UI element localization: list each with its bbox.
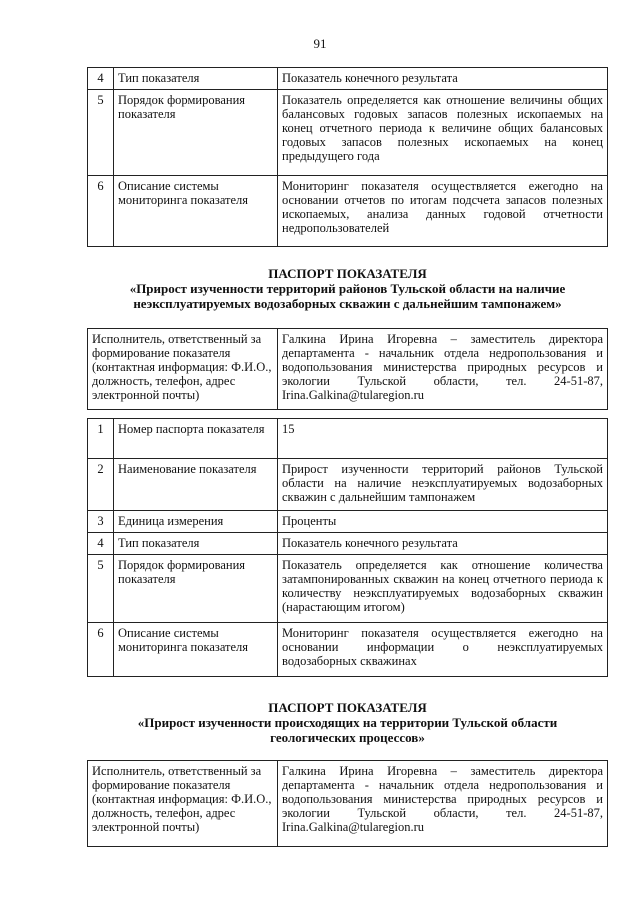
row-number: 3 [88, 511, 114, 533]
table-row [88, 68, 608, 90]
passport-heading [87, 266, 608, 311]
executor-value: Галкина Ирина Игоревна – заместитель директора департамента - начальник отдела недропользования и водопользования министерства природных ресурсов и экологии Тульской области, тел. 24-51-87, Irina.Galkina@tularegion.ru [278, 761, 608, 847]
row-number: 6 [88, 623, 114, 677]
passport-title: ПАСПОРТ ПОКАЗАТЕЛЯ [268, 266, 427, 281]
row-value: 15 [278, 419, 608, 459]
indicator-table-continued [87, 67, 608, 247]
row-number: 4 [88, 68, 114, 90]
passport-heading [87, 700, 608, 745]
row-value: Мониторинг показателя осуществляется ежегодно на основании информации о неэксплуатируемых водозаборных скважинах [278, 623, 608, 677]
executor-table [87, 760, 608, 847]
passport-subtitle-line: «Прирост изученности происходящих на территории Тульской области [137, 715, 558, 730]
row-number: 2 [88, 459, 114, 511]
executor-label: Исполнитель, ответственный за формирование показателя (контактная информация: Ф.И.О., должность, телефон, адрес электронной почты) [88, 761, 278, 847]
passport-subtitle-line: неэксплуатируемых водозаборных скважин с дальнейшим тампонажем» [133, 296, 562, 311]
page-number: 91 [313, 36, 327, 51]
passport-subtitle-line: геологических процессов» [270, 730, 425, 745]
table-row [88, 555, 608, 623]
row-label: Тип показателя [114, 533, 278, 555]
row-value: Проценты [278, 511, 608, 533]
row-number: 1 [88, 419, 114, 459]
executor-table [87, 328, 608, 410]
row-label: Единица измерения [114, 511, 278, 533]
row-label: Номер паспорта показателя [114, 419, 278, 459]
row-value: Показатель конечного результата [278, 68, 608, 90]
row-label: Наименование показателя [114, 459, 278, 511]
passport-subtitle-line: «Прирост изученности территорий районов Тульской области на наличие [129, 281, 566, 296]
row-value: Прирост изученности территорий районов Тульской области на наличие неэксплуатируемых водозаборных скважин с дальнейшим тампонажем [278, 459, 608, 511]
table-row [88, 176, 608, 247]
table-row [88, 419, 608, 459]
table-row [88, 459, 608, 511]
row-label: Порядок формирования показателя [114, 90, 278, 176]
row-value: Показатель определяется как отношение количества затампонированных скважин на конец отчетного периода к количеству неэксплуатируемых водозаборных скважин (нарастающим итогом) [278, 555, 608, 623]
row-number: 5 [88, 555, 114, 623]
executor-value: Галкина Ирина Игоревна – заместитель директора департамента - начальник отдела недропользования и водопользования министерства природных ресурсов и экологии Тульской области, тел. 24-51-87, Irina.Galkina@tularegion.ru [278, 329, 608, 410]
table-row [88, 90, 608, 176]
row-value: Мониторинг показателя осуществляется ежегодно на основании отчетов по итогам подсчета запасов полезных ископаемых, анализа данных годовой отчетности недропользователей [278, 176, 608, 247]
row-number: 4 [88, 533, 114, 555]
table-row [88, 533, 608, 555]
table-row [88, 623, 608, 677]
table-row [88, 329, 608, 410]
passport-title: ПАСПОРТ ПОКАЗАТЕЛЯ [268, 700, 427, 715]
indicator-table [87, 418, 608, 677]
row-label: Тип показателя [114, 68, 278, 90]
executor-label: Исполнитель, ответственный за формирование показателя (контактная информация: Ф.И.О., должность, телефон, адрес электронной почты) [88, 329, 278, 410]
row-number: 5 [88, 90, 114, 176]
row-value: Показатель конечного результата [278, 533, 608, 555]
table-row [88, 511, 608, 533]
table-row [88, 761, 608, 847]
row-number: 6 [88, 176, 114, 247]
row-label: Порядок формирования показателя [114, 555, 278, 623]
row-label: Описание системы мониторинга показателя [114, 176, 278, 247]
row-label: Описание системы мониторинга показателя [114, 623, 278, 677]
row-value: Показатель определяется как отношение величины общих балансовых годовых запасов полезных ископаемых на конец отчетного периода к величине общих балансовых годовых запасов полезных ископаемых на конец предыдущего года [278, 90, 608, 176]
